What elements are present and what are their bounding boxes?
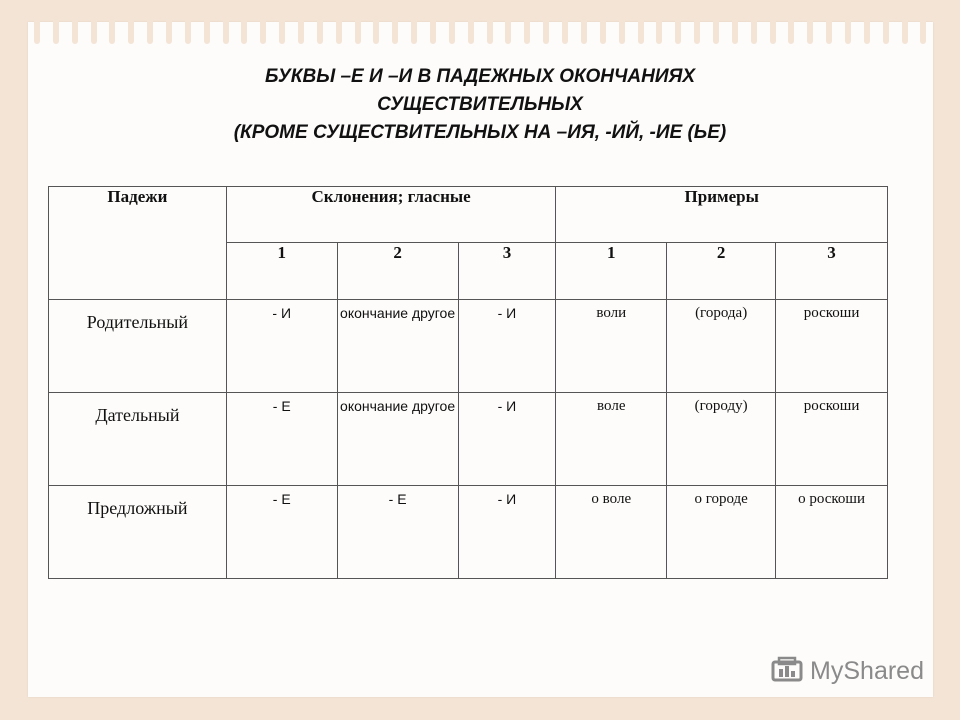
declension-3-cell: - И <box>458 486 556 579</box>
example-2-cell: (городу) <box>667 393 776 486</box>
example-2-cell: о городе <box>667 486 776 579</box>
notebook-binding <box>28 18 933 52</box>
table-row <box>49 393 888 486</box>
myshared-logo-icon <box>770 656 804 686</box>
title-line-2: СУЩЕСТВИТЕЛЬНЫХ <box>377 94 583 115</box>
case-name: Дательный <box>49 393 227 486</box>
subheader-cell: 2 <box>337 243 458 300</box>
header-cases: Падежи <box>49 187 227 300</box>
example-1-cell: о воле <box>556 486 667 579</box>
example-1-cell: воли <box>556 300 667 393</box>
header-declensions: Склонения; гласные <box>226 187 556 243</box>
subheader-cell: 1 <box>556 243 667 300</box>
example-2-cell: (города) <box>667 300 776 393</box>
table-header-row <box>49 187 888 243</box>
declension-3-cell: - И <box>458 393 556 486</box>
case-name: Родительный <box>49 300 227 393</box>
watermark-text: MyShared <box>810 656 924 685</box>
table-row <box>49 300 888 393</box>
table-row <box>49 486 888 579</box>
subheader-cell: 3 <box>458 243 556 300</box>
example-3-cell: роскоши <box>776 393 888 486</box>
title-line-3: (КРОМЕ СУЩЕСТВИТЕЛЬНЫХ НА –ИЯ, -ИЙ, -ИЕ (ЬЕ) <box>233 122 727 143</box>
example-3-cell: о роскоши <box>776 486 888 579</box>
declension-1-cell: - И <box>226 300 337 393</box>
watermark <box>770 656 924 686</box>
declension-2-cell: окончание другое <box>337 300 458 393</box>
declension-2-cell: - Е <box>337 486 458 579</box>
example-1-cell: воле <box>556 393 667 486</box>
case-name: Предложный <box>49 486 227 579</box>
example-3-cell: роскоши <box>776 300 888 393</box>
subheader-cell: 3 <box>776 243 888 300</box>
declension-2-cell: окончание другое <box>337 393 458 486</box>
page-title <box>130 63 830 147</box>
declension-1-cell: - Е <box>226 486 337 579</box>
header-examples: Примеры <box>556 187 888 243</box>
subheader-cell: 2 <box>667 243 776 300</box>
declension-3-cell: - И <box>458 300 556 393</box>
declension-1-cell: - Е <box>226 393 337 486</box>
subheader-cell: 1 <box>226 243 337 300</box>
endings-table <box>48 186 888 579</box>
title-line-1: БУКВЫ –Е И –И В ПАДЕЖНЫХ ОКОНЧАНИЯХ <box>264 66 696 87</box>
